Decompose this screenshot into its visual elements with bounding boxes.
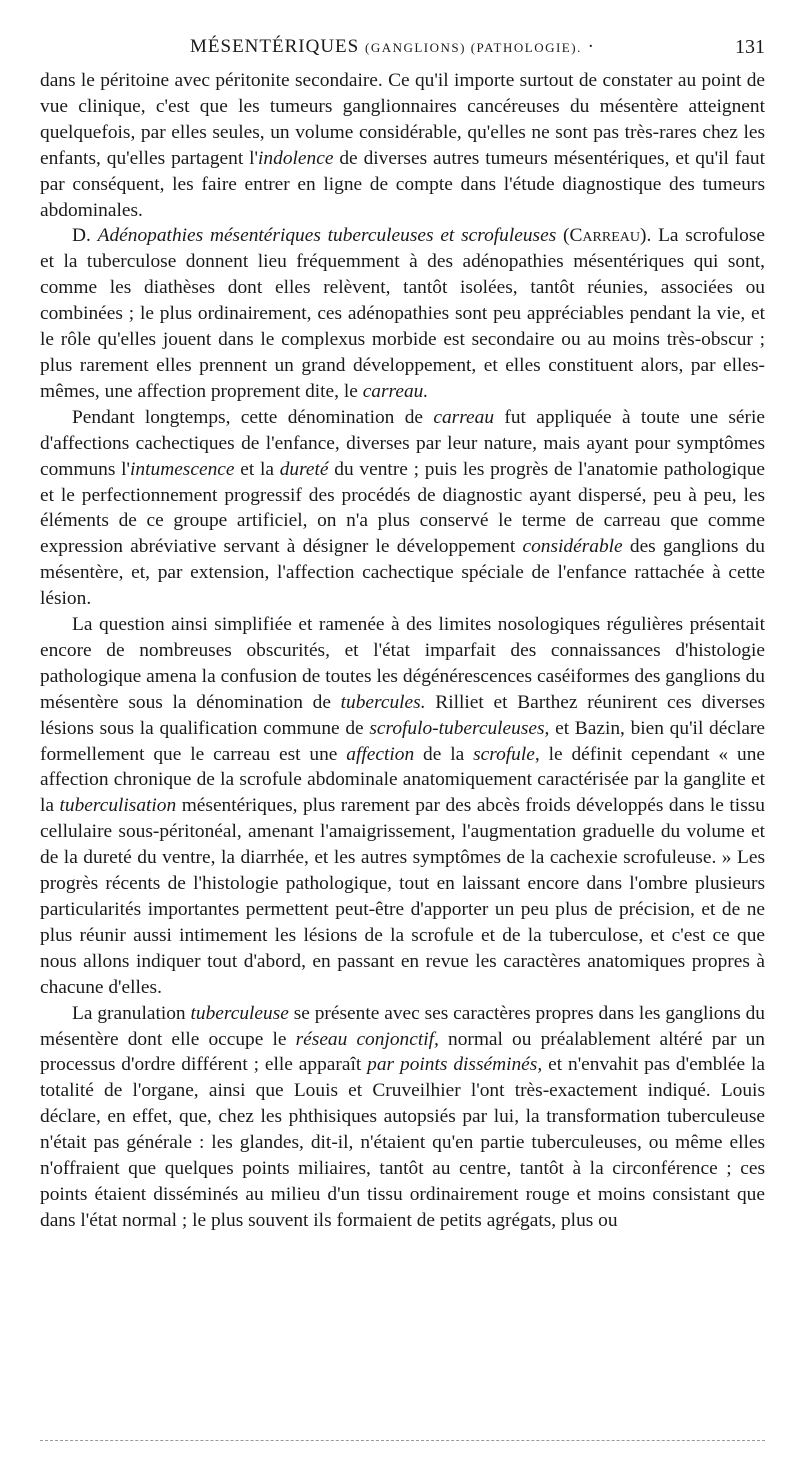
paragraph-3: Pendant longtemps, cette dénomination de carreau fut appliquée à toute une série d'affections cachectiques de l'enfance, diverses par leur nature, mais ayant pour symptômes communs l'intumescence et la dureté du ventre ; puis les progrès de l'anatomie pathologique et le perfectionnement progressif des procédés de diagnostic ayant dispersé, peu à peu, les éléments de ce groupe artificiel, on n'a plus conservé le terme de carreau que comme expression abréviative servant à désigner le développement considérable des ganglions du mésentère, et, par extension, l'affection cachectique spéciale de l'enfance rattachée à cette lésion. [40,406,765,610]
paragraph-4: La question ainsi simplifiée et ramenée à des limites nosologiques régulières présentait encore de nombreuses obscurités, et l'état imparfait des connaissances d'histologie pathologique amena la confusion de toutes les dégénérescences caséiformes des ganglions du mésentère sous la dénomination de tubercules. Rilliet et Barthez réunirent ces diverses lésions sous la qualification commune de scrofulo-tuberculeuses, et Bazin, bien qu'il déclare formellement que le carreau est une affection de la scrofule, le définit cependant « une affection chronique de la scrofule abdominale anatomiquement caractérisée par la ganglite et la tuberculisation mésentériques, plus rarement par des abcès froids développés dans le tissu cellulaire sous-péritonéal, amenant l'amaigrissement, l'augmentation graduelle du volume et de la dureté du ventre, la diarrhée, et les autres symptômes de la cachexie scrofuleuse. » Les progrès récents de l'histologie pathologique, tout en laissant encore dans l'ombre plusieurs particularités importantes permettent peut-être d'apporter un peu plus de précision, et de ne plus réunir aussi intimement les lésions de la scrofule et de la tuberculose, et c'est ce que nous allons indiquer tout d'abord, en passant en revue les caractères anatomiques propres à chacune d'elles. [40,614,766,998]
running-title [190,36,595,58]
page [40,28,765,1234]
paragraph-5: La granulation tuberculeuse se présente avec ses caractères propres dans les ganglions du mésentère dont elle occupe le réseau conjonctif, normal ou préalablement altéré par un processus d'ordre différent ; elle apparaît par points disséminés, et n'envahit pas d'emblée la totalité de l'organe, ainsi que Louis et Cruveilhier l'ont très-exactement indiqué. Louis déclare, en effet, que, chez les phthisiques autopsiés par lui, la transformation tuberculeuse n'était pas générale : les glandes, dit-il, n'étaient qu'en partie tuberculeuses, ou même elles n'offraient que quelques points miliaires, tantôt au centre, tantôt à la circonférence ; ces points étaient disséminés au milieu d'un tissu ordinairement rouge et moins consistant que dans l'état normal ; le plus souvent ils formaient de petits agrégats, plus ou [40,1002,765,1231]
header-dot: · [587,36,595,57]
section-heading: Adénopathies mésentériques tuberculeuses et scrofuleuses [97,225,557,247]
header-title: MÉSENTÉRIQUES [190,36,360,57]
paragraph-1: dans le péritoine avec péritonite secondaire. Ce qu'il importe surtout de constater au point de vue clinique, c'est que les tumeurs ganglionnaires cancéreuses du mésentère atteignent quelquefois, par elles seules, un volume considérable, qu'elles ne sont pas très-rares chez les enfants, qu'elles partagent l'indolence de diverses autres tumeurs mésentériques, et qu'il faut par conséquent, les faire entrer en ligne de compte dans l'étude diagnostique des tumeurs abdominales. [40,70,765,221]
page-number: 131 [735,36,765,58]
header-subtitle: (GANGLIONS) (PATHOLOGIE). [364,40,582,55]
running-header [40,28,765,68]
paragraph-2: D. Adénopathies mésentériques tuberculeuses et scrofuleuses (Carreau). La scrofulose et la tuberculose donnent lieu fréquemment à des adénopathies mésentériques qui sont, comme les diathèses dont elles relèvent, tantôt isolées, tantôt réunies, associées ou combinées ; le plus ordinairement, ces adénopathies sont peu appréciables pendant la vie, et le rôle qu'elles jouent dans le complexus morbide est secondaire ou au moins très-obscur ; plus rarement elles prennent un grand développement, et elles constituent alors, par elles-mêmes, une affection proprement dite, le carreau. [40,225,765,402]
body-text [40,68,765,1234]
footer-rule [40,1440,765,1441]
